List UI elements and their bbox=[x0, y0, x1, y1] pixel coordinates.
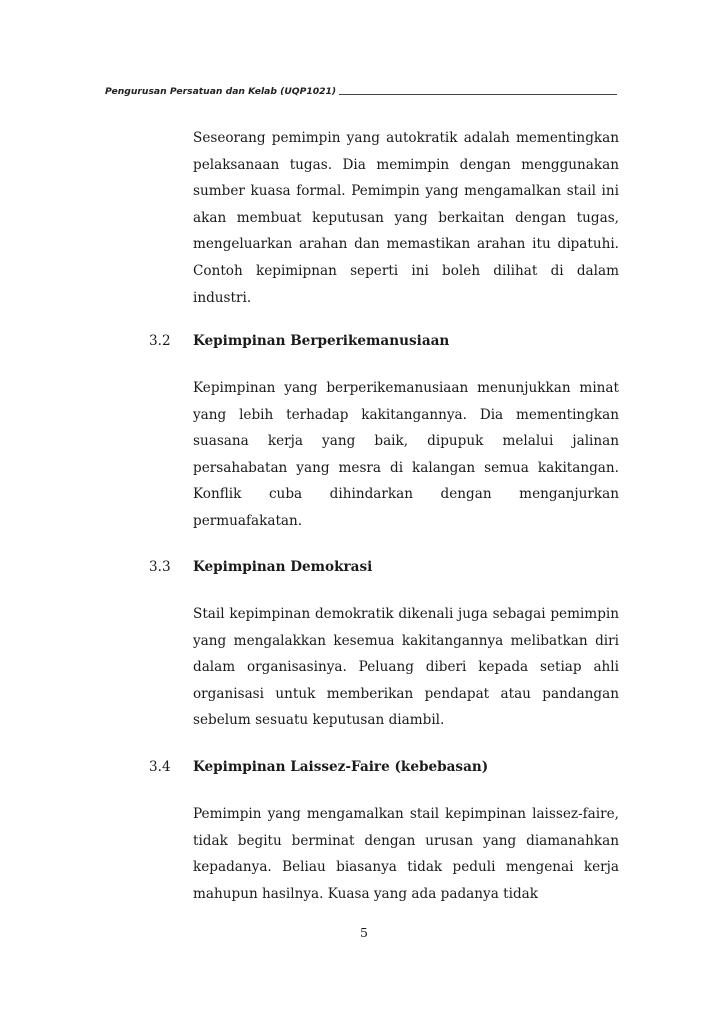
section-paragraph: Stail kepimpinan demokratik dikenali juga sebagai pemimpin yang mengalakkan kesemua kakitangannya melibatkan diri dalam organisasinya. Peluang diberi kepada setiap ahli organisasi untuk memberikan pendapat atau pandangan sebelum sesuatu keputusan diambil. bbox=[193, 606, 619, 729]
section-number: 3.2 bbox=[149, 333, 171, 349]
running-header-title: Pengurusan Persatuan dan Kelab (UQP1021) bbox=[105, 86, 337, 97]
section-paragraph: Kepimpinan yang berperikemanusiaan menunjukkan minat yang lebih terhadap kakitangannya. Dia mementingkan suasana kerja yang baik, dipupuk melalui jalinan persahabatan yang mesra di kalangan semua kakitangan. Konflik cuba dihindarkan dengan menganjurkan permuafakatan. bbox=[193, 380, 619, 529]
section-heading: Kepimpinan Demokrasi bbox=[193, 559, 373, 575]
section-heading: Kepimpinan Laissez-Faire (kebebasan) bbox=[193, 759, 489, 775]
header-rule bbox=[339, 94, 617, 95]
running-header bbox=[105, 86, 617, 97]
section-number: 3.4 bbox=[149, 759, 171, 775]
section-paragraph: Pemimpin yang mengamalkan stail kepimpinan laissez-faire, tidak begitu berminat dengan urusan yang diamanahkan kepadanya. Beliau biasanya tidak peduli mengenai kerja mahupun hasilnya. Kuasa yang ada padanya tidak bbox=[193, 806, 619, 902]
page-number: 5 bbox=[360, 925, 368, 940]
section-number: 3.3 bbox=[149, 559, 171, 575]
intro-paragraph: Seseorang pemimpin yang autokratik adalah mementingkan pelaksanaan tugas. Dia memimpin dengan menggunakan sumber kuasa formal. Pemimpin yang mengamalkan stail ini akan membuat keputusan yang berkaitan dengan tugas, mengeluarkan arahan dan memastikan arahan itu dipatuhi. Contoh kepimipnan seperti ini boleh dilihat di dalam industri. bbox=[193, 130, 619, 306]
section-heading: Kepimpinan Berperikemanusiaan bbox=[193, 333, 450, 349]
